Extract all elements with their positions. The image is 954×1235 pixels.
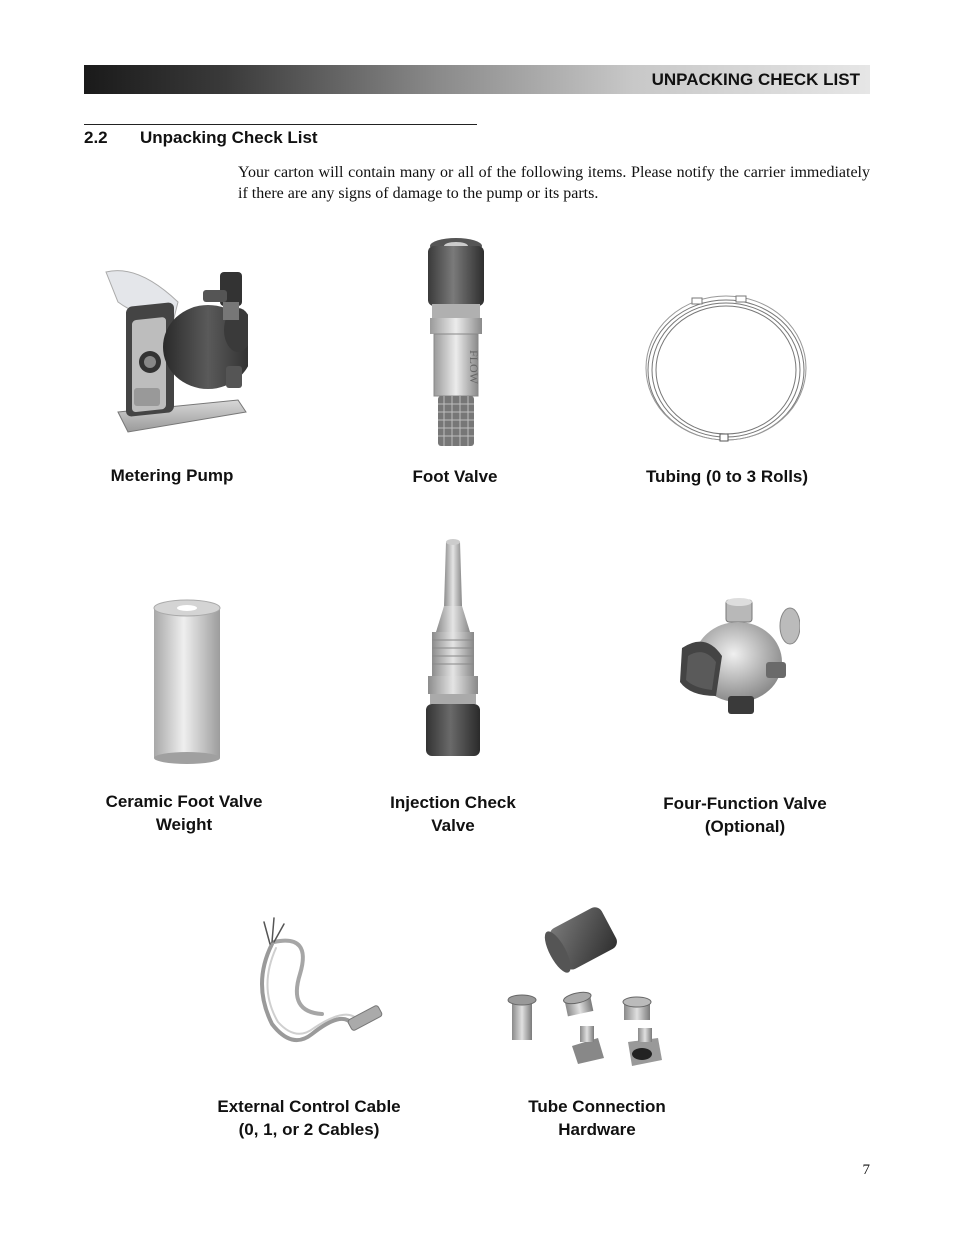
tubing-image <box>640 290 812 446</box>
caption-foot-valve <box>355 465 555 488</box>
header-title: UNPACKING CHECK LIST <box>651 70 860 89</box>
metering-pump-image <box>98 262 248 437</box>
caption-line: Foot Valve <box>412 467 498 486</box>
caption-line: Four-Function Valve <box>663 794 827 813</box>
caption-line: (0, 1, or 2 Cables) <box>238 1120 380 1139</box>
caption-line: Weight <box>155 815 213 834</box>
external-control-cable-image <box>252 914 392 1054</box>
caption-line: Tubing (0 to 3 Rolls) <box>645 467 809 486</box>
caption-line: Injection Check <box>390 793 516 812</box>
caption-ceramic-weight <box>84 790 284 836</box>
section-number: 2.2 <box>84 128 108 147</box>
caption-line: Tube Connection <box>528 1097 666 1116</box>
four-function-valve-image <box>676 596 800 720</box>
caption-line: Ceramic Foot Valve <box>105 792 263 811</box>
caption-metering-pump <box>72 464 272 487</box>
caption-tube-connection-hardware <box>497 1095 697 1141</box>
caption-external-control-cable <box>189 1095 429 1141</box>
caption-line: (Optional) <box>704 817 786 836</box>
caption-line: External Control Cable <box>217 1097 401 1116</box>
foot-valve-image <box>418 236 494 450</box>
caption-tubing <box>617 465 837 488</box>
section-rule <box>84 124 477 125</box>
foot-valve-flow-label: FLOW <box>467 350 481 384</box>
caption-line: Hardware <box>558 1120 636 1139</box>
page-number: 7 <box>862 1162 870 1178</box>
caption-injection-check-valve <box>353 791 553 837</box>
caption-four-function-valve <box>645 792 845 838</box>
caption-line: Valve <box>431 816 475 835</box>
intro-paragraph: Your carton will contain many or all of the following items. Please notify the carrier immediately if there are any signs of damage to the pump or its parts. <box>238 164 870 202</box>
injection-check-valve-image <box>412 536 494 762</box>
section-title: Unpacking Check List <box>140 128 318 147</box>
caption-line: Metering Pump <box>110 466 234 485</box>
ceramic-weight-image <box>150 598 224 766</box>
header-bar <box>84 65 870 94</box>
tube-connection-hardware-image <box>502 898 672 1074</box>
